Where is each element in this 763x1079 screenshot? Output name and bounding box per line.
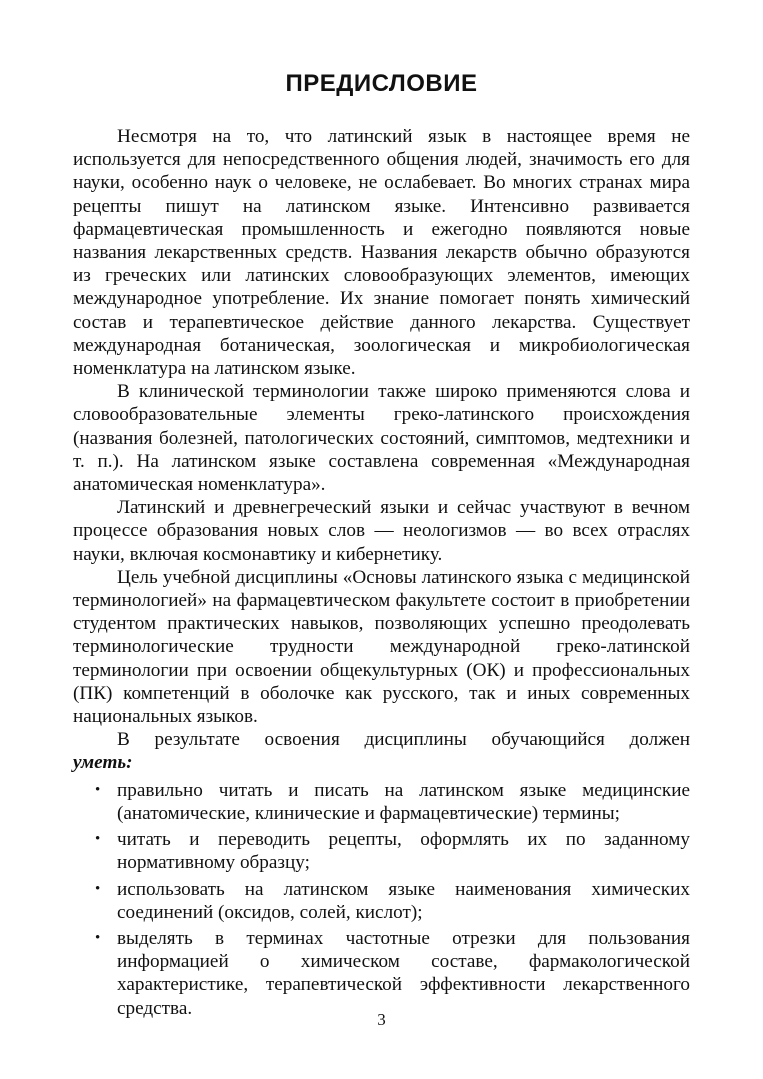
body-text — [73, 125, 690, 1023]
skill-text: использовать на латинском языке наименования химических соединений (оксидов, солей, кислот); — [117, 878, 690, 923]
page-title: ПРЕДИСЛОВИЕ — [285, 70, 478, 97]
paragraph-3: Латинский и древнегреческий языки и сейчас участвуют в вечном процессе образования новых слов — неологизмов — во всех отраслях науки, включая космонавтику и кибернетику. — [73, 497, 690, 565]
list-item — [73, 779, 690, 825]
skills-list — [73, 779, 690, 1020]
skills-heading: уметь: — [73, 752, 133, 774]
list-item — [73, 878, 690, 924]
page-number: 3 — [377, 1010, 386, 1029]
bullet-icon: • — [95, 929, 101, 946]
skills-intro: В результате освоения дисциплины обучающийся должен — [117, 729, 690, 751]
list-item — [73, 927, 690, 1020]
skill-text: выделять в терминах частотные отрезки для пользования информацией о химическом составе, фармакологической характеристике, терапевтической эффективности лекарственного средства. — [117, 927, 690, 1019]
bullet-icon: • — [95, 781, 101, 798]
bullet-icon: • — [95, 880, 101, 897]
paragraph-1: Несмотря на то, что латинский язык в настоящее время не используется для непосредственного общения людей, значимость его для науки, особенно наук о человеке, не ослабевает. Во многих странах мира рецепты пишут на латинском языке. Интенсивно развивается фармацевтическая промышленность и ежегодно появляются новые названия лекарственных средств. Названия лекарств обычно образуются из греческих или латинских словообразующих элементов, имеющих международное употребление. Их знание помогает понять химический состав и терапевтическое действие данного лекарства. Существует международная ботаническая, зоологическая и микробиологическая номенклатура на латинском языке. — [73, 126, 690, 380]
skill-text: правильно читать и писать на латинском языке медицинские (анатомические, клинические и фармацевтические) термины; — [117, 779, 690, 824]
bullet-icon: • — [95, 831, 101, 848]
paragraph-2: В клинической терминологии также широко применяются слова и словообразовательные элементы греко-латинского происхождения (названия болезней, патологических состояний, симптомов, медтехники и т. п.). На латинском языке составлена современная «Международная анатомическая номенклатура». — [73, 381, 690, 496]
list-item — [73, 828, 690, 874]
skill-text: читать и переводить рецепты, оформлять их по заданному нормативному образцу; — [117, 829, 690, 874]
paragraph-4: Цель учебной дисциплины «Основы латинского языка с медицинской терминологией» на фармацевтическом факультете состоит в приобретении студентом практических навыков, позволяющих успешно преодолевать терминологические трудности международной греко-латинской терминологии при освоении общекультурных (ОК) и профессиональных (ПК) компетенций в оболочке как русского, так и иных современных национальных языков. — [73, 566, 690, 728]
